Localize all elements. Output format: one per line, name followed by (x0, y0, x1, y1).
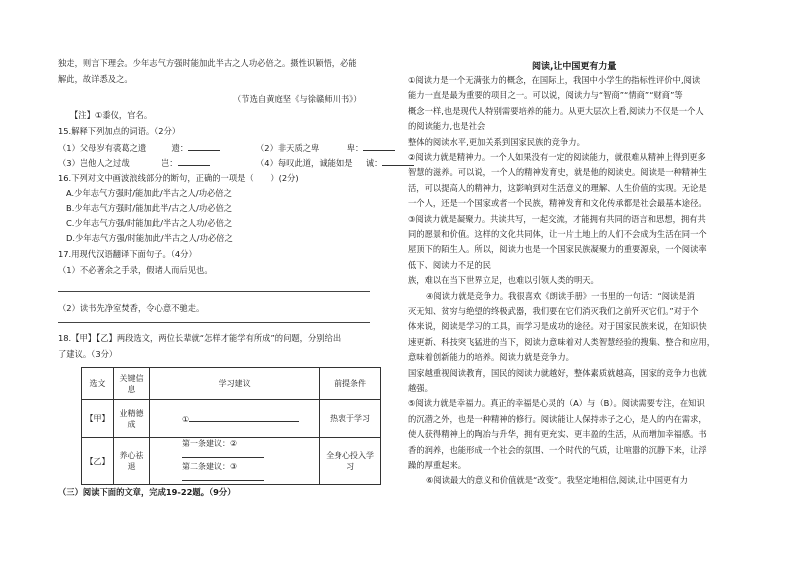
article-line: 低下、阅读力不足的民 (408, 259, 491, 270)
row-yi-premise: 全身心投入学习 (320, 438, 381, 485)
article-line: 速更新、科技突飞猛进的当下，阅读力意味着对人类智慧经验的搜集、整合和应用， (408, 336, 715, 347)
q17-sentence-2: （2）读书先净室焚香，令心意不驰走。 (58, 303, 205, 313)
article-line: 能力一直是最为重要的项目之一。可以说，阅读力与“智商”“情商”“财商”等 (408, 90, 683, 101)
question-15: 15.解释下列加点的词语。（2分） (58, 126, 181, 136)
article-line: ④阅读力就是竞争力。我很喜欢《朗读手册》一书里的一句话：“阅读是消 (426, 290, 695, 301)
q15-item-4: （4）每叹此道，诚能如是 诚： (256, 157, 414, 168)
option-c[interactable]: C.少年志气方强/时能加此/半古之人功/必倍之 (66, 218, 233, 228)
section-three-heading: （三）阅读下面的文章，完成19-22题。（9分） (58, 487, 236, 497)
row-yi-key: 养心祛退 (113, 438, 149, 485)
q15-blank-2[interactable] (363, 142, 395, 151)
article-line: 香的润养，也能形成一个社会的氛围、一个时代的气质，让喧嚣的沉静下来，让浮 (408, 444, 707, 455)
article-line: 的沉潜之外，也是一种精神的修行。阅读能让人保持赤子之心，是人的内在需求， (408, 413, 707, 424)
option-a[interactable]: A.少年志气方强时/能加此/半古之人/功必倍之 (66, 188, 232, 198)
article-line: ②阅读力就是精神力。一个人如果没有一定的阅读能力，就很难从精神上得到更多 (408, 152, 706, 162)
article-line: 族，难以在当下世界立足，也难以引领人类的明天。 (408, 275, 599, 286)
article-line: 一个人，还是一个国家或者一个民族，精神发育和文化传承都是社会最基本途径。 (408, 198, 707, 209)
article-line: 概念一样,也是现代人特别需要培养的能力。从更大层次上看,阅读力不仅是一个人 (408, 105, 704, 116)
passage-source: （节选自黄庭坚《与徐赣师川书》） (233, 94, 362, 104)
article-line: 国家越重视阅读教育，国民的阅读力就越好，整体素质就越高，国家的竞争力也就 (408, 367, 707, 378)
question-18-cont: 了建议。（3分） (58, 349, 118, 359)
row-jia-label: 【甲】 (82, 400, 114, 438)
passage-line-2: 解此，故详悉及之。 (58, 74, 133, 84)
row-yi-advice[interactable]: 第一条建议：② 第二条建议：③ (150, 438, 320, 485)
row-jia-key: 业精德成 (113, 400, 149, 438)
article-line: 同的愿景和价值。这样的文化共同体，让一片土地上的人们不会成为生活在同一个 (408, 229, 707, 239)
article-line: 的阅读能力,也是社会 (408, 121, 486, 132)
header-text: 选文 (82, 368, 114, 400)
annotation-note: 【注】①黍仪，官名。 (70, 110, 153, 120)
article-line: ③阅读力就是凝聚力。共读共写，一起交流，才能拥有共同的语言和思想，拥有共 (408, 213, 706, 224)
article-line: ⑤阅读力就是幸福力。真正的幸福是心灵的（A）与（B）。阅读需要专注，在知识 (408, 398, 705, 409)
row-yi-label: 【乙】 (82, 438, 114, 485)
question-16: 16.下列对文中画波浪线部分的断句，正确的一项是（ ）(2分) (58, 173, 299, 183)
q15-item-2: （2）非天质之卑 卑： (256, 142, 395, 153)
header-premise: 前提条件 (320, 368, 381, 400)
q15-item-1: （1）父母岁有裘葛之遗 遗： (58, 142, 220, 153)
article-line: 越强。 (408, 383, 433, 393)
article-line: 整体的阅读水平,更加关系到国家民族的竞争力。 (408, 136, 585, 147)
article-line: ①阅读力是一个无满张力的概念，在国际上，我国中小学生的指标性评价中,阅读 (408, 75, 701, 85)
q15-blank-3[interactable] (178, 157, 210, 166)
q17-sentence-1: （1）不必著余之手录，假诸人而后见也。 (58, 265, 213, 275)
article-line: ⑥阅读最大的意义和价值就是“改变”。我坚定地相信,阅读,让中国更有力 (426, 475, 688, 486)
article-line: 活，可以提高人的精神力，这影响到对生活意义的理解、人生价值的实现。无论是 (408, 182, 707, 193)
article-line: 体来说，阅读是学习的工具，而学习是成功的途径。对于国家民族来说，在知识快 (408, 321, 707, 332)
q15-item-3: （3）岂他人之过哉 岂： (58, 157, 210, 168)
question-18: 18.【甲】【乙】两段选文，两位长辈就“怎样才能学有所成”的问题，分别给出 (58, 333, 342, 343)
header-advice: 学习建议 (150, 368, 320, 400)
row-jia-premise: 热衷于学习 (320, 400, 381, 438)
passage-line-1: 独走，则言下理会。少年志气方强时能加此半古之人功必倍之。摄性识颖悟，必能 (58, 58, 357, 68)
article-line: 智慧的滋养。可以说，一个人的精神发育史，就是他的阅读史。阅读是一种精神生 (408, 167, 707, 178)
q17-answer-line-1[interactable] (58, 291, 370, 292)
question-17: 17.用现代汉语翻译下面句子。（4分） (58, 249, 197, 259)
article-line: 躁的厚重起来。 (408, 460, 467, 470)
article-line: 灭无知、贫穷与绝望的终极武器，我们要在它们消灭我们之前歼灭它们。”对于个 (408, 306, 699, 316)
header-key: 关键信息 (113, 368, 149, 400)
article-line: 意味着创新能力的培养。阅读力就是竞争力。 (408, 352, 574, 363)
row-jia-advice[interactable]: ① (150, 400, 320, 438)
q15-blank-1[interactable] (188, 142, 220, 151)
option-b[interactable]: B.少年志气方强时/能加此半/古之人/功必倍之 (66, 203, 233, 213)
q17-answer-line-2[interactable] (58, 322, 370, 323)
article-title: 阅读,让中国更有力量 (532, 62, 617, 72)
article-line: 屋顶下的陌生人。所以，阅读力也是一个国家民族凝聚力的重要源泉，一个阅读率 (408, 244, 707, 255)
article-line: 使人获得精神上的陶冶与升华，拥有更充实、更丰盈的生活，从而增加幸福感。书 (408, 429, 707, 440)
option-d[interactable]: D.少年志气方强/时能加此/半古之人/功必倍之 (66, 233, 233, 243)
study-advice-table (81, 367, 381, 485)
